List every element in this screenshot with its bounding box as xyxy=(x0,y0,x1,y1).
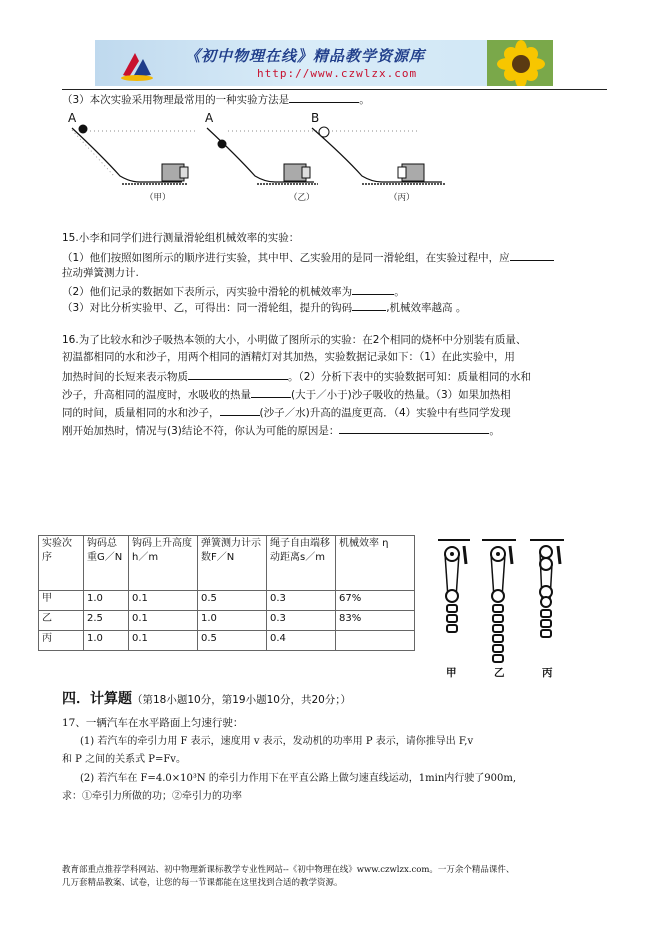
answer-blank[interactable] xyxy=(220,404,260,416)
q16-line1: 16.为了比较水和沙子吸热本领的大小，小明做了图所示的实验：在2个相同的烧杯中分别装有质量、 xyxy=(62,334,527,346)
q16-l6b: 。 xyxy=(489,425,500,437)
q17-intro: 17、一辆汽车在水平路面上匀速行驶： xyxy=(62,717,244,729)
table-cell: 0.3 xyxy=(267,611,336,631)
table-cell: 0.1 xyxy=(129,611,198,631)
q16-l5a: 同的时间，质量相同的水和沙子， xyxy=(62,407,220,419)
answer-blank[interactable] xyxy=(352,283,394,295)
label-a1: A xyxy=(68,111,77,125)
label-b: B xyxy=(311,111,320,125)
q15-intro: 15.小李和同学们进行测量滑轮组机械效率的实验： xyxy=(62,232,300,244)
answer-blank[interactable] xyxy=(352,299,386,311)
q16-l5b: (沙子／水)升高的温度更高．（4）实验中有些同学发现 xyxy=(259,407,511,419)
table-cell: 0.5 xyxy=(198,631,267,651)
section-heading-title: 四．计算题 xyxy=(62,691,132,707)
q15-p3b-text: ,机械效率越高 。 xyxy=(386,302,467,314)
table-cell: 甲 xyxy=(39,591,84,611)
column-header: 钩码上升高度h／m xyxy=(129,536,198,591)
table-cell: 丙 xyxy=(39,631,84,651)
logo-icon xyxy=(117,45,157,83)
table-cell: 0.3 xyxy=(267,591,336,611)
ramp-1 xyxy=(72,125,197,185)
q17-p2b: 求：①牵引力所做的功；②牵引力的功率 xyxy=(62,791,242,802)
table-cell: 0.5 xyxy=(198,591,267,611)
q15-p3a-text: （3）对比分析实验甲、乙，可得出：同一滑轮组，提升的钩码 xyxy=(62,302,353,314)
pulley-set-3 xyxy=(530,540,564,637)
pulley-label-2: 乙 xyxy=(494,667,505,679)
table-cell: 1.0 xyxy=(198,611,267,631)
answer-blank[interactable] xyxy=(289,91,359,103)
banner-title: 《初中物理在线》精品教学资源库 xyxy=(185,47,426,65)
pulley-label-3: 丙 xyxy=(542,667,553,679)
q17-p1a: (1) 若汽车的牵引力用 F 表示，速度用 v 表示，发动机的功率用 P 表示，请你推导出 F,v xyxy=(80,736,474,747)
q15-p2-text: （2）他们记录的数据如下表所示，丙实验中滑轮的机械效率为 xyxy=(62,286,353,298)
table-cell xyxy=(336,631,415,651)
table-row xyxy=(39,611,415,631)
label-a2: A xyxy=(205,111,214,125)
pulley-set-2 xyxy=(482,540,516,662)
answer-blank[interactable] xyxy=(510,249,554,261)
q17-p2a: (2) 若汽车在 F=4.0×10³N 的牵引力作用下在平直公路上做匀速直线运动，1min内行驶了900m, xyxy=(80,773,517,784)
sunflower-icon xyxy=(487,40,553,86)
table-header-row xyxy=(39,536,415,591)
q16-line5 xyxy=(62,404,511,420)
table-cell: 0.4 xyxy=(267,631,336,651)
answer-blank[interactable] xyxy=(188,368,288,380)
pulley-label-1: 甲 xyxy=(446,667,457,679)
pulley-set-1 xyxy=(438,540,470,632)
column-header: 钩码总重G／N xyxy=(84,536,129,591)
caption-2: （乙） xyxy=(289,193,315,203)
table-row xyxy=(39,631,415,651)
column-header: 机械效率 η xyxy=(336,536,415,591)
footer-line-2: 几万套精品教案、试卷，让您的每一节课都能在这里找到合适的教学资源。 xyxy=(62,878,343,888)
answer-blank[interactable] xyxy=(251,386,291,398)
section-heading xyxy=(62,690,351,709)
table-cell: 1.0 xyxy=(84,631,129,651)
table-cell: 乙 xyxy=(39,611,84,631)
q16-l4a: 沙子，升高相同的温度时，水吸收的热量 xyxy=(62,389,251,401)
experiment-data-table xyxy=(38,535,415,651)
column-header: 绳子自由端移动距离s／m xyxy=(267,536,336,591)
ramp-2 xyxy=(207,128,320,184)
q15-p1a-text: （1）他们按照如图所示的顺序进行实验，其中甲、乙实验用的是同一滑轮组，在实验过程中，应 xyxy=(62,252,510,264)
ramp-3 xyxy=(312,127,445,184)
q14-line3 xyxy=(62,91,370,107)
q14-line3-end: 。 xyxy=(359,94,370,106)
q16-l6a: 刚开始加热时，情况与(3)结论不符，你认为可能的原因是： xyxy=(62,425,340,437)
q16-line4 xyxy=(62,386,511,402)
footer-line-1: 教育部重点推荐学科网站、初中物理新课标教学专业性网站--《初中物理在线》www.czwlzx.com。一万余个精品课件、 xyxy=(62,865,515,875)
header-banner xyxy=(95,40,553,86)
table-cell: 0.1 xyxy=(129,591,198,611)
q16-l4b: (大于／小于)沙子吸收的热量。（3）如果加热相 xyxy=(291,389,511,401)
table-cell: 67% xyxy=(336,591,415,611)
q15-p2 xyxy=(62,283,405,299)
section-heading-note: （第18小题10分，第19小题10分，共20分；） xyxy=(132,694,352,706)
q17-p1b: 和 P 之间的关系式 P=Fv。 xyxy=(62,754,186,765)
q16-line6 xyxy=(62,422,500,438)
table-cell: 0.1 xyxy=(129,631,198,651)
table-cell: 83% xyxy=(336,611,415,631)
q16-line2: 初温都相同的水和沙子，用两个相同的酒精灯对其加热，实验数据记录如下：（1）在此实验中，用 xyxy=(62,351,515,363)
q14-line3-text: （3）本次实验采用物理最常用的一种实验方法是 xyxy=(62,94,290,106)
q15-p1b: 拉动弹簧测力计. xyxy=(62,267,139,279)
table-cell: 1.0 xyxy=(84,591,129,611)
caption-3: （丙） xyxy=(389,193,415,203)
banner-url[interactable]: http://www.czwlzx.com xyxy=(257,67,418,80)
column-header: 实验次序 xyxy=(39,536,84,591)
q16-l3a: 加热时间的长短来表示物质 xyxy=(62,371,188,383)
q16-line3 xyxy=(62,368,531,384)
table-cell: 2.5 xyxy=(84,611,129,631)
header-rule xyxy=(62,89,607,90)
column-header: 弹簧测力计示数F／N xyxy=(198,536,267,591)
q16-l3b: 。（2）分析下表中的实验数据可知：质量相同的水和 xyxy=(288,371,531,383)
caption-1: （甲） xyxy=(145,193,171,203)
q15-p3 xyxy=(62,299,466,315)
q15-p2-end: 。 xyxy=(394,286,405,298)
table-row xyxy=(39,591,415,611)
pulley-figure xyxy=(430,538,580,678)
q15-p1a xyxy=(62,249,554,265)
answer-blank[interactable] xyxy=(339,422,489,434)
